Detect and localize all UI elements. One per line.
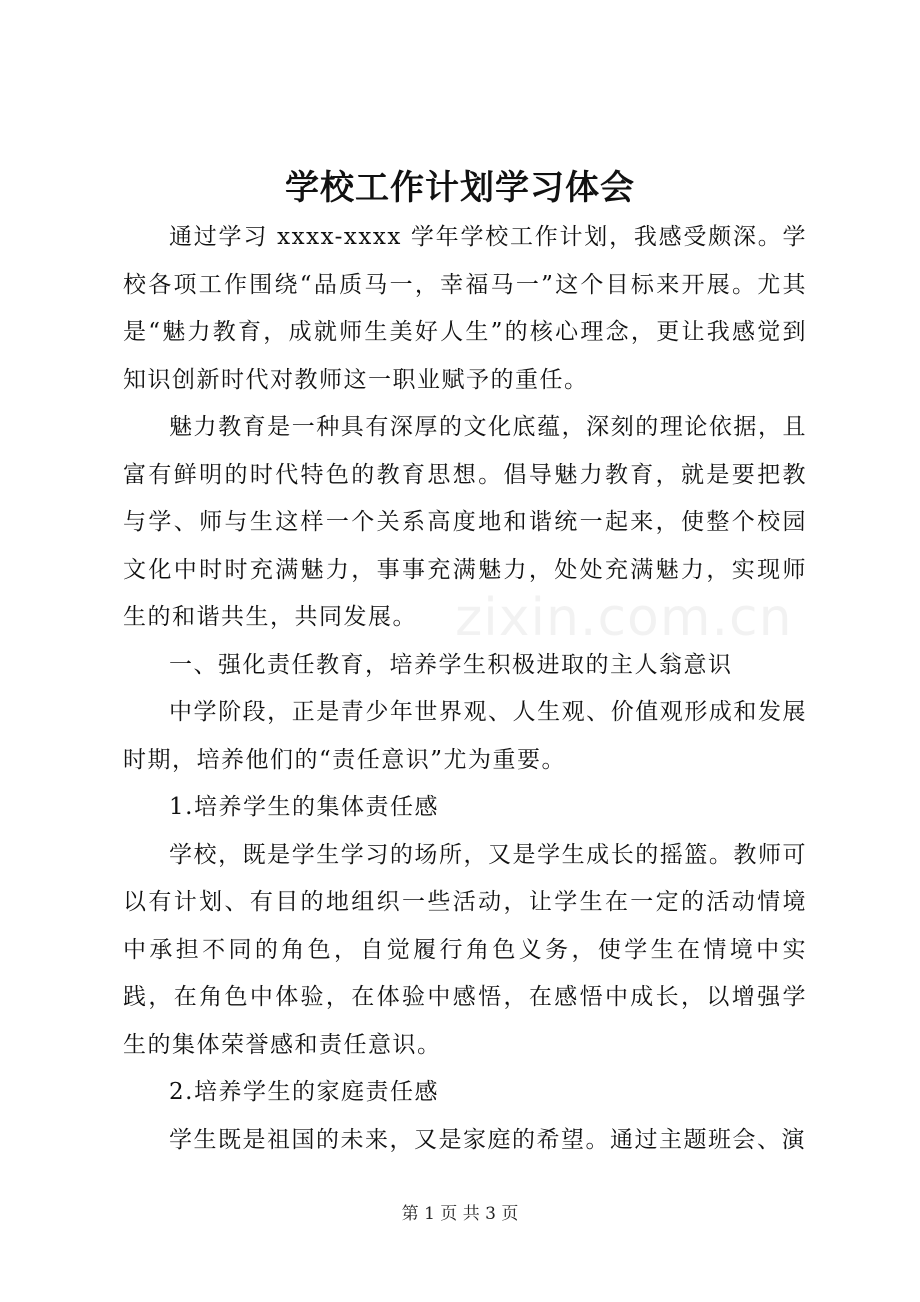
subheading-family: 2.培养学生的家庭责任感 [169,1079,439,1105]
paragraph-students-future: 学生既是祖国的未来，又是家庭的希望。通过主题班会、演 [169,1126,806,1153]
paragraph-school: 学校，既是学生学习的场所，又是学生成长的摇篮。教师可以有计划、有目的地组织一些活动，让学生在一定的活动情境中承担不同的角色，自觉履行角色义务，使学生在情境中实践，在角色中体验，在体验中感悟，在感悟中成长，以增强学生的集体荣誉感和责任意识。 [123,841,807,1058]
document-body [123,214,807,1164]
section-heading-responsibility: 一、强化责任教育，培养学生积极进取的主人翁意识 [169,651,733,678]
paragraph-intro: 通过学习 xxxx-xxxx 学年学校工作计划，我感受颇深。学校各项工作围绕“品质马一，幸福马一”这个目标来开展。尤其是“魅力教育，成就师生美好人生”的核心理念，更让我感觉到知识创新时代对教师这一职业赋予的重任。 [123,224,807,393]
document-title: 学校工作计划学习体会 [285,168,635,208]
watermark: zixin.com.cn [455,588,793,648]
paragraph-charm-education: 魅力教育是一种具有深厚的文化底蕴，深刻的理论依据，且富有鲜明的时代特色的教育思想。倡导魅力教育，就是要把教与学、师与生这样一个关系高度地和谐统一起来，使整个校园文化中时时充满魅力，事事充满魅力，处处充满魅力，实现师生的和谐共生，共同发展。 [123,414,807,630]
paragraph-middle-school: 中学阶段，正是青少年世界观、人生观、价值观形成和发展时期，培养他们的“责任意识”尤为重要。 [123,699,807,773]
subheading-collective: 1.培养学生的集体责任感 [169,794,439,820]
page-footer: 第 1 页 共 3 页 [401,1204,519,1224]
